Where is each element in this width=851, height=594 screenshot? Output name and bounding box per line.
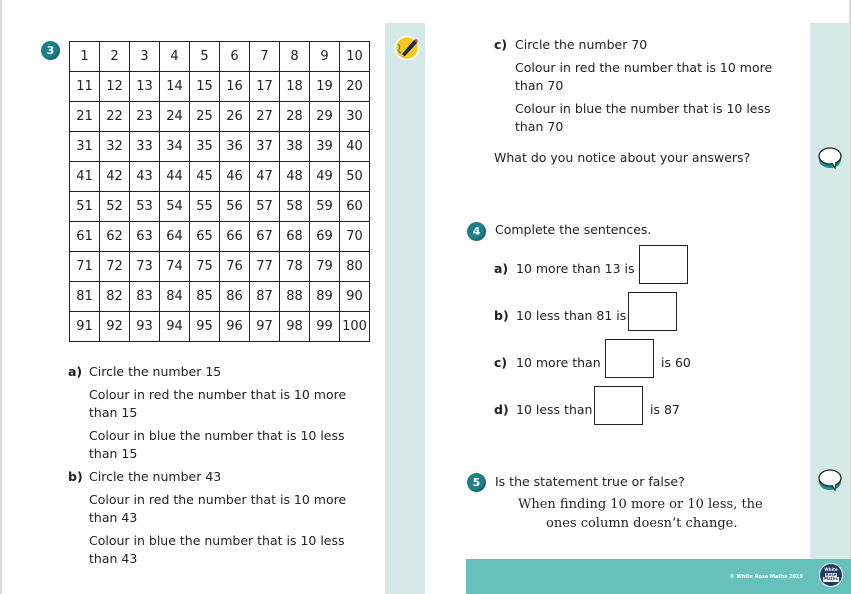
question-4-badge: 4 [467, 222, 486, 241]
grid-cell[interactable]: 57 [250, 192, 280, 222]
q3b-blue-text-line2: than 43 [89, 551, 138, 566]
grid-cell[interactable]: 42 [100, 162, 130, 192]
grid-cell[interactable]: 28 [280, 102, 310, 132]
q5-statement-line1: When finding 10 more or 10 less, the [518, 497, 763, 512]
q4c-answer-box[interactable] [605, 339, 654, 378]
grid-cell[interactable]: 27 [250, 102, 280, 132]
q3-notice-question: What do you notice about your answers? [494, 150, 751, 165]
q3a-red-text-line2: than 15 [89, 405, 138, 420]
grid-cell[interactable]: 17 [250, 72, 280, 102]
grid-cell[interactable]: 35 [190, 132, 220, 162]
grid-cell[interactable]: 83 [130, 282, 160, 312]
grid-cell[interactable]: 100 [340, 312, 370, 342]
grid-cell[interactable]: 67 [250, 222, 280, 252]
q3a-circle-text: Circle the number 15 [89, 364, 222, 379]
grid-cell[interactable]: 60 [340, 192, 370, 222]
q4d-text-before: 10 less than [516, 402, 593, 417]
grid-cell[interactable]: 49 [310, 162, 340, 192]
q3c-blue-text-line1: Colour in blue the number that is 10 less [515, 101, 771, 116]
grid-cell[interactable]: 81 [70, 282, 100, 312]
q4a-label: a) [494, 261, 509, 276]
white-rose-maths-logo [819, 563, 843, 587]
grid-cell[interactable]: 30 [340, 102, 370, 132]
q3b-red-text-line1: Colour in red the number that is 10 more [89, 492, 347, 507]
grid-cell[interactable]: 32 [100, 132, 130, 162]
q3c-blue-text-line2: than 70 [515, 119, 564, 134]
grid-cell[interactable]: 89 [310, 282, 340, 312]
grid-cell[interactable]: 19 [310, 72, 340, 102]
grid-cell[interactable]: 11 [70, 72, 100, 102]
q4c-label: c) [494, 355, 508, 370]
grid-cell[interactable]: 21 [70, 102, 100, 132]
grid-cell[interactable]: 84 [160, 282, 190, 312]
grid-cell[interactable]: 39 [310, 132, 340, 162]
grid-row [70, 282, 370, 312]
footer-bar [466, 559, 851, 594]
q5-statement-line2: ones column doesn’t change. [546, 516, 738, 531]
page-left-edge [0, 0, 2, 594]
grid-cell[interactable]: 97 [250, 312, 280, 342]
grid-cell[interactable]: 13 [130, 72, 160, 102]
grid-cell[interactable]: 95 [190, 312, 220, 342]
q4d-label: d) [494, 402, 509, 417]
q4c-text-after: is 60 [661, 355, 691, 370]
grid-cell[interactable]: 71 [70, 252, 100, 282]
q3b-red-text-line2: than 43 [89, 510, 138, 525]
q4c-text-before: 10 more than [516, 355, 601, 370]
copyright-text: © White Rose Maths 2019 [729, 574, 803, 580]
grid-cell[interactable]: 44 [160, 162, 190, 192]
grid-row [70, 72, 370, 102]
grid-cell[interactable]: 31 [70, 132, 100, 162]
grid-cell[interactable]: 80 [340, 252, 370, 282]
grid-cell[interactable]: 94 [160, 312, 190, 342]
grid-cell[interactable]: 14 [160, 72, 190, 102]
q3c-circle-text: Circle the number 70 [515, 37, 648, 52]
grid-cell[interactable]: 73 [130, 252, 160, 282]
grid-cell[interactable]: 45 [190, 162, 220, 192]
grid-cell[interactable]: 96 [220, 312, 250, 342]
grid-cell[interactable]: 72 [100, 252, 130, 282]
margin-strip-middle [385, 23, 425, 594]
grid-cell[interactable]: 46 [220, 162, 250, 192]
grid-cell[interactable]: 79 [310, 252, 340, 282]
grid-cell[interactable]: 7 [250, 42, 280, 72]
grid-cell[interactable]: 51 [70, 192, 100, 222]
grid-cell[interactable]: 88 [280, 282, 310, 312]
grid-cell[interactable]: 93 [130, 312, 160, 342]
grid-cell[interactable]: 66 [220, 222, 250, 252]
q4d-text-after: is 87 [650, 402, 680, 417]
grid-cell[interactable]: 63 [130, 222, 160, 252]
grid-cell[interactable]: 25 [190, 102, 220, 132]
q5-title: Is the statement true or false? [495, 474, 685, 489]
grid-cell[interactable]: 78 [280, 252, 310, 282]
grid-cell[interactable]: 90 [340, 282, 370, 312]
grid-cell[interactable]: 41 [70, 162, 100, 192]
grid-cell[interactable]: 37 [250, 132, 280, 162]
q4b-answer-box[interactable] [628, 292, 677, 331]
pencil-icon [394, 35, 420, 61]
logo-line: White [824, 567, 838, 573]
grid-cell[interactable]: 87 [250, 282, 280, 312]
question-5-badge: 5 [467, 473, 486, 492]
q3b-label: b) [68, 469, 83, 484]
grid-cell[interactable]: 55 [190, 192, 220, 222]
grid-cell[interactable]: 47 [250, 162, 280, 192]
grid-cell[interactable]: 36 [220, 132, 250, 162]
grid-cell[interactable]: 64 [160, 222, 190, 252]
grid-row [70, 162, 370, 192]
grid-row [70, 132, 370, 162]
grid-cell[interactable]: 65 [190, 222, 220, 252]
grid-cell[interactable]: 52 [100, 192, 130, 222]
grid-cell[interactable]: 29 [310, 102, 340, 132]
q4d-answer-box[interactable] [594, 386, 643, 425]
grid-cell[interactable]: 26 [220, 102, 250, 132]
q3a-red-text-line1: Colour in red the number that is 10 more [89, 387, 347, 402]
speech-bubble-icon [817, 467, 843, 493]
q4b-label: b) [494, 308, 509, 323]
grid-cell[interactable]: 75 [190, 252, 220, 282]
grid-row [70, 222, 370, 252]
grid-cell[interactable]: 70 [340, 222, 370, 252]
grid-row [70, 192, 370, 222]
grid-cell[interactable]: 69 [310, 222, 340, 252]
grid-row [70, 312, 370, 342]
grid-cell[interactable]: 5 [190, 42, 220, 72]
grid-cell[interactable]: 56 [220, 192, 250, 222]
hundred-square [69, 41, 370, 342]
q3a-blue-text-line2: than 15 [89, 446, 138, 461]
q3c-red-text-line1: Colour in red the number that is 10 more [515, 60, 773, 75]
grid-cell[interactable]: 33 [130, 132, 160, 162]
speech-bubble-icon [817, 145, 843, 171]
grid-cell[interactable]: 50 [340, 162, 370, 192]
grid-cell[interactable]: 54 [160, 192, 190, 222]
grid-row [70, 102, 370, 132]
grid-cell[interactable]: 16 [220, 72, 250, 102]
grid-cell[interactable]: 34 [160, 132, 190, 162]
q3b-blue-text-line1: Colour in blue the number that is 10 less [89, 533, 345, 548]
q4a-text: 10 more than 13 is [516, 261, 635, 276]
grid-cell[interactable]: 59 [310, 192, 340, 222]
grid-cell[interactable]: 68 [280, 222, 310, 252]
grid-cell[interactable]: 40 [340, 132, 370, 162]
grid-cell[interactable]: 61 [70, 222, 100, 252]
grid-cell[interactable]: 2 [100, 42, 130, 72]
grid-cell[interactable]: 12 [100, 72, 130, 102]
grid-cell[interactable]: 23 [130, 102, 160, 132]
q3c-label: c) [494, 37, 508, 52]
question-3-badge: 3 [41, 41, 60, 60]
q4b-text: 10 less than 81 is [516, 308, 627, 323]
grid-cell[interactable]: 98 [280, 312, 310, 342]
grid-cell[interactable]: 92 [100, 312, 130, 342]
grid-cell[interactable]: 48 [280, 162, 310, 192]
grid-cell[interactable]: 24 [160, 102, 190, 132]
grid-cell[interactable]: 85 [190, 282, 220, 312]
grid-cell[interactable]: 10 [340, 42, 370, 72]
grid-cell[interactable]: 91 [70, 312, 100, 342]
grid-cell[interactable]: 8 [280, 42, 310, 72]
grid-row [70, 42, 370, 72]
grid-cell[interactable]: 43 [130, 162, 160, 192]
grid-cell[interactable]: 9 [310, 42, 340, 72]
grid-cell[interactable]: 1 [70, 42, 100, 72]
logo-line: Rose [825, 571, 837, 577]
grid-cell[interactable]: 99 [310, 312, 340, 342]
grid-cell[interactable]: 86 [220, 282, 250, 312]
grid-cell[interactable]: 6 [220, 42, 250, 72]
grid-cell[interactable]: 58 [280, 192, 310, 222]
q3a-blue-text-line1: Colour in blue the number that is 10 less [89, 428, 345, 443]
q3c-red-text-line2: than 70 [515, 78, 564, 93]
grid-cell[interactable]: 62 [100, 222, 130, 252]
logo-line: Maths [824, 576, 838, 582]
grid-cell[interactable]: 77 [250, 252, 280, 282]
grid-cell[interactable]: 4 [160, 42, 190, 72]
q3a-label: a) [68, 364, 83, 379]
grid-cell[interactable]: 15 [190, 72, 220, 102]
grid-cell[interactable]: 22 [100, 102, 130, 132]
grid-cell[interactable]: 53 [130, 192, 160, 222]
grid-cell[interactable]: 3 [130, 42, 160, 72]
q4a-answer-box[interactable] [639, 245, 688, 284]
grid-cell[interactable]: 76 [220, 252, 250, 282]
grid-row [70, 252, 370, 282]
grid-cell[interactable]: 38 [280, 132, 310, 162]
grid-cell[interactable]: 18 [280, 72, 310, 102]
q4-title: Complete the sentences. [495, 222, 652, 237]
q3b-circle-text: Circle the number 43 [89, 469, 222, 484]
grid-cell[interactable]: 20 [340, 72, 370, 102]
grid-cell[interactable]: 74 [160, 252, 190, 282]
grid-cell[interactable]: 82 [100, 282, 130, 312]
